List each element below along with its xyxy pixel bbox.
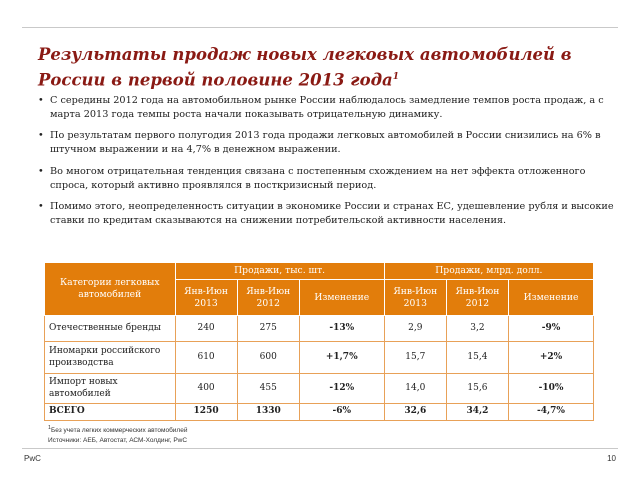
bullet-item — [38, 200, 618, 228]
slide-title — [38, 43, 598, 92]
header-group-units: Продажи, тыс. шт. — [175, 263, 384, 280]
cell-units-change: -6% — [299, 404, 384, 421]
header-units-change: Изменение — [299, 280, 384, 316]
bullet-icon: • — [38, 130, 44, 142]
header-units-2012: Янв-Июн 2012 — [237, 280, 299, 316]
footnote — [48, 425, 187, 434]
header-units-2013: Янв-Июн 2013 — [175, 280, 237, 316]
cell-units-change: -12% — [299, 374, 384, 404]
header-category: Категории легковых автомобилей — [45, 263, 176, 316]
header-money-2012: Янв-Июн 2012 — [446, 280, 508, 316]
title-footnote-mark: 1 — [392, 72, 400, 82]
cell-units-2013: 400 — [175, 374, 237, 404]
slide-title-text: Результаты продаж новых легковых автомобилей в России в первой половине 2013 года — [38, 45, 572, 90]
footnote-mark: 1 — [48, 425, 52, 431]
bullet-item — [38, 94, 618, 122]
bullet-item — [38, 165, 618, 193]
header-money-2013: Янв-Июн 2013 — [384, 280, 446, 316]
cell-units-change: +1,7% — [299, 342, 384, 374]
table-row — [45, 342, 594, 374]
table-row-total — [45, 404, 594, 421]
sales-table — [44, 262, 594, 421]
cell-money-change: +2% — [509, 342, 594, 374]
bullet-icon: • — [38, 95, 44, 106]
bullet-list — [38, 94, 618, 235]
header-money-change: Изменение — [509, 280, 594, 316]
cell-money-change: -10% — [509, 374, 594, 404]
cell-category: Импорт новых автомобилей — [45, 374, 176, 404]
cell-money-2012: 34,2 — [446, 404, 508, 421]
cell-units-2013: 240 — [175, 316, 237, 342]
table-row — [45, 316, 594, 342]
header-group-money: Продажи, млрд. долл. — [384, 263, 593, 280]
bullet-text: С середины 2012 года на автомобильном рынке России наблюдалось замедление темпов роста продаж, а с марта 2013 года темпы роста начали показывать отрицательную динамику. — [50, 95, 604, 120]
table-row — [45, 374, 594, 404]
cell-category: ВСЕГО — [45, 404, 176, 421]
cell-money-2012: 15,6 — [446, 374, 508, 404]
footnote-text: Без учета легких коммерческих автомобилей — [51, 427, 188, 435]
cell-money-2012: 3,2 — [446, 316, 508, 342]
cell-money-change: -4,7% — [509, 404, 594, 421]
brand-label: PwC — [24, 454, 41, 463]
cell-units-2012: 455 — [237, 374, 299, 404]
top-divider — [22, 27, 618, 28]
cell-units-2012: 1330 — [237, 404, 299, 421]
bullet-item — [38, 129, 618, 157]
cell-money-2012: 15,4 — [446, 342, 508, 374]
cell-money-2013: 15,7 — [384, 342, 446, 374]
cell-units-2012: 275 — [237, 316, 299, 342]
cell-category: Иномарки российского производства — [45, 342, 176, 374]
cell-category: Отечественные бренды — [45, 316, 176, 342]
cell-units-change: -13% — [299, 316, 384, 342]
cell-money-2013: 2,9 — [384, 316, 446, 342]
cell-money-change: -9% — [509, 316, 594, 342]
bullet-text: По результатам первого полугодия 2013 года продажи легковых автомобилей в России снизились на 6% в штучном выражении и на 4,7% в денежном выражении. — [50, 130, 601, 156]
cell-units-2012: 600 — [237, 342, 299, 374]
bullet-text: Во многом отрицательная тенденция связана с постепенным схождением на нет эффекта отложенного спроса, который активно проявлялся в посткризисный период. — [50, 165, 586, 191]
cell-money-2013: 32,6 — [384, 404, 446, 421]
bullet-icon: • — [38, 165, 44, 177]
cell-units-2013: 610 — [175, 342, 237, 374]
sources-note: Источники: АЕБ, Автостат, АСМ-Холдинг, PwC — [48, 437, 188, 444]
cell-units-2013: 1250 — [175, 404, 237, 421]
bullet-icon: • — [38, 200, 44, 212]
bottom-divider — [22, 448, 618, 449]
page-number: 10 — [607, 454, 616, 463]
cell-money-2013: 14,0 — [384, 374, 446, 404]
bullet-text: Помимо этого, неопределенность ситуации в экономике России и странах ЕС, удешевление рубля и высокие ставки по кредитам сказываются на снижении потребительской активности населения. — [50, 200, 614, 226]
